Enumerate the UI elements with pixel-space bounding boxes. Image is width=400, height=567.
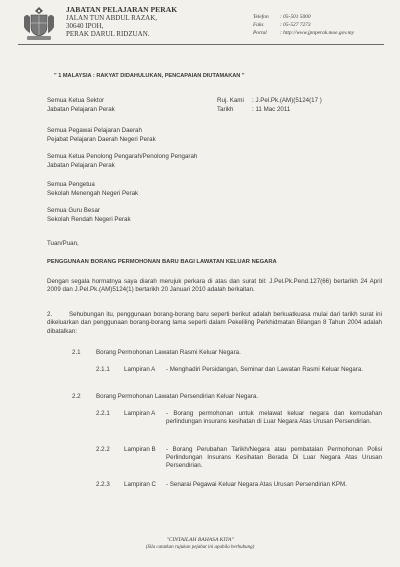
ruj-value: : J.Pel.Pk.(AM)(5124(17 ) bbox=[252, 97, 322, 104]
item-2-1-1-text: - Menghadiri Persidangan, Seminar dan Lawatan Rasmi Keluar Negara. bbox=[166, 366, 364, 373]
date-label: Tarikh bbox=[217, 106, 234, 113]
item-2-2-3-number: 2.2.3 bbox=[96, 481, 110, 488]
item-2-2-text: Borang Permohonan Lawatan Persendirian Keluar Negara. bbox=[96, 393, 259, 400]
coat-of-arms-icon bbox=[18, 5, 60, 43]
recipient-3-office: Jabatan Pelajaran Perak bbox=[47, 162, 115, 169]
item-2-2-1-text: - Borang permohonan untuk melawat keluar negara dan kemudahan perlindungan insurans kesihatan di Luar Negara Atas Urusan Persendirian. bbox=[166, 410, 382, 425]
recipient-4-office: Sekolah Menengah Negeri Perak bbox=[47, 190, 139, 197]
paragraph-1: Dengan segala hormatnya saya diarah merujuk perkara di atas dan surat bil: J.Pel.Pk.Pend.127(66) bertarikh 24 April 2009 dan J.Pel.Pk.(AM)5124(1) bertarikh 20 Januari 2010 adalah berkaitan. bbox=[47, 278, 382, 294]
recipient-4-title: Semua Pengetua bbox=[47, 181, 95, 188]
footer-note: (Sila catatkan rujukan pejabat ini apabila berhubung) bbox=[145, 545, 255, 550]
motto: " 1 MALAYSIA : RAKYAT DIDAHULUKAN, PENCAPAIAN DIUTAMAKAN " bbox=[54, 73, 245, 79]
item-2-2-3-text: - Senarai Pegawai Keluar Negara Atas Urusan Persendirian KPM. bbox=[166, 481, 347, 488]
address-line-2: 30640 IPOH, bbox=[66, 22, 104, 30]
contact-label-portal: Portal bbox=[253, 30, 267, 36]
item-2-2-1-number: 2.2.1 bbox=[96, 410, 110, 417]
item-2-2-1-lampiran: Lampiran A bbox=[124, 410, 156, 417]
contact-value-faks: : 05-527 7273 bbox=[280, 22, 311, 28]
recipient-2-office: Pejabat Pelajaran Daerah Negeri Perak bbox=[47, 136, 156, 143]
item-2-1-1-number: 2.1.1 bbox=[96, 366, 110, 373]
contact-value-telefon: : 05-501 5000 bbox=[280, 14, 311, 20]
item-2-1-number: 2.1 bbox=[72, 349, 81, 356]
subject: PENGGUNAAN BORANG PERMOHONAN BARU BAGI LAWATAN KELUAR NEGARA bbox=[47, 259, 277, 265]
date-value: : 11 Mac 2011 bbox=[252, 106, 291, 113]
org-name: JABATAN PELAJARAN PERAK bbox=[66, 5, 178, 14]
item-2-1-text: Borang Permohonan Lawatan Rasmi Keluar Negara. bbox=[96, 349, 241, 356]
footer-slogan: "CINTAILAH BAHASA KITA" bbox=[166, 537, 234, 543]
contact-label-telefon: Telefon bbox=[253, 14, 269, 20]
item-2-2-2-lampiran: Lampiran B bbox=[124, 446, 156, 453]
paragraph-2-number: 2. bbox=[47, 311, 53, 318]
salutation: Tuan/Puan, bbox=[47, 240, 79, 247]
letterhead-divider bbox=[18, 44, 384, 45]
ruj-label: Ruj. Kami bbox=[217, 97, 244, 104]
contact-label-faks: Faks bbox=[253, 22, 264, 28]
item-2-2-number: 2.2 bbox=[72, 393, 81, 400]
paragraph-2: Sehubungan itu, penggunaan borang-borang baru seperti berikut adalah berkuatkuasa mulai dari tarikh surat ini dikeluarkan dan penggunaan borang-borang lama seperti dalam Pekeliling Perkhidmatan Bilangan 8 Tahun 2004 adalah dibatalkan: bbox=[47, 311, 382, 335]
item-2-2-2-text: - Borang Perubahan Tarikh/Negara atau pembatalan Permohonan Polisi Perlindungan Insurans Kesihatan Berada Di Luar Negara Atas Urusan Persendirian. bbox=[166, 446, 382, 469]
address-line-1: JALAN TUN ABDUL RAZAK, bbox=[66, 14, 157, 22]
contact-value-portal: : http://www.jpnperak.moe.gov.my bbox=[280, 30, 354, 36]
item-2-1-1-lampiran: Lampiran A bbox=[124, 366, 156, 373]
recipient-2-title: Semua Pegawai Pelajaran Daerah bbox=[47, 127, 142, 134]
recipient-5-title: Semua Guru Besar bbox=[47, 207, 100, 214]
address-line-3: PERAK DARUL RIDZUAN. bbox=[66, 30, 150, 38]
recipient-1-title: Semua Ketua Sektor bbox=[47, 97, 105, 104]
item-2-2-2-number: 2.2.2 bbox=[96, 446, 110, 453]
recipient-5-office: Sekolah Rendah Negeri Perak bbox=[47, 216, 131, 223]
recipient-3-title: Semua Ketua Penolong Pengarah/Penolong Pengarah bbox=[47, 153, 198, 160]
recipient-1-office: Jabatan Pelajaran Perak bbox=[47, 106, 115, 113]
item-2-2-3-lampiran: Lampiran C bbox=[124, 481, 156, 488]
